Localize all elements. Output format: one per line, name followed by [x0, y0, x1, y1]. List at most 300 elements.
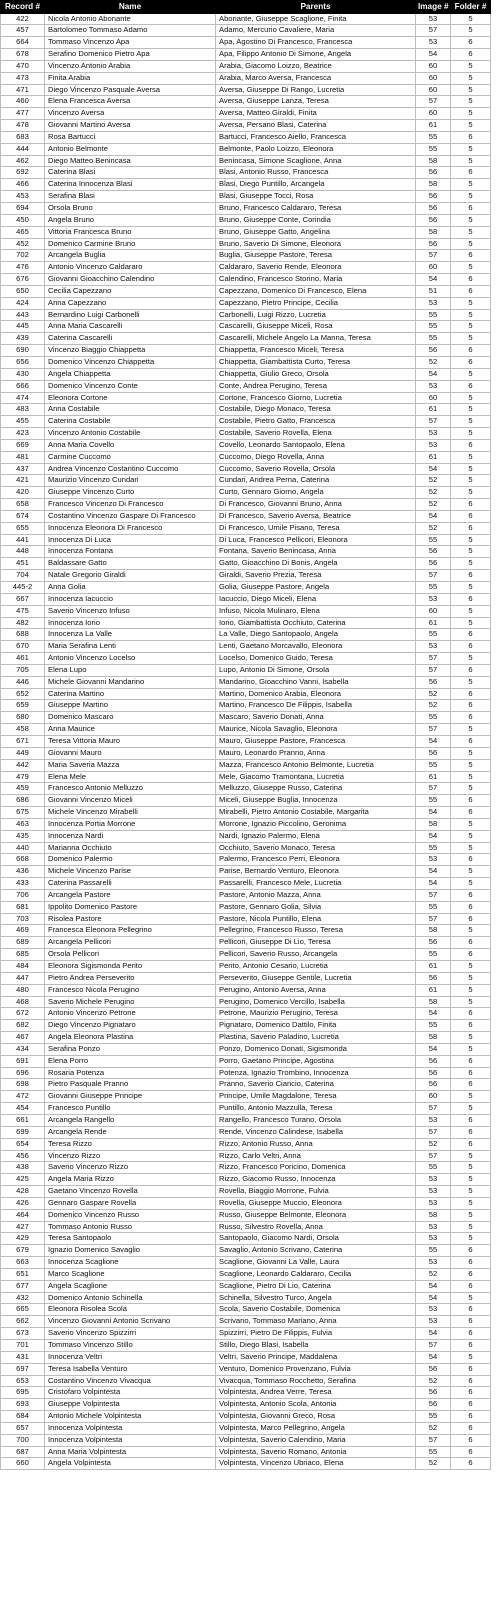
table-row[interactable]	[1, 1043, 491, 1055]
table-row[interactable]	[1, 1351, 491, 1363]
table-row[interactable]	[1, 1233, 491, 1245]
table-row[interactable]	[1, 937, 491, 949]
folder-cell: 5	[451, 676, 491, 688]
folder-cell: 6	[451, 499, 491, 511]
record-cell: 672	[1, 1008, 45, 1020]
table-row[interactable]	[1, 1079, 491, 1091]
table-row[interactable]	[1, 226, 491, 238]
record-cell: 461	[1, 653, 45, 665]
folder-cell: 6	[451, 1340, 491, 1352]
image-cell: 61	[416, 617, 451, 629]
name-cell: Cristofaro Volpintesta	[45, 1387, 216, 1399]
name-cell: Cecilia Capezzano	[45, 285, 216, 297]
parents-cell: Bruno, Giuseppe Gatto, Angelina	[216, 226, 416, 238]
parents-cell: Lenti, Gaetano Morcavallo, Eleonora	[216, 641, 416, 653]
table-row[interactable]	[1, 582, 491, 594]
record-cell: 425	[1, 1174, 45, 1186]
table-row[interactable]	[1, 842, 491, 854]
table-row[interactable]	[1, 522, 491, 534]
folder-cell: 5	[451, 546, 491, 558]
record-cell: 688	[1, 629, 45, 641]
table-row[interactable]	[1, 605, 491, 617]
image-cell: 56	[416, 937, 451, 949]
image-cell: 60	[416, 60, 451, 72]
table-row[interactable]	[1, 889, 491, 901]
name-cell: Bartolomeo Tommaso Adamo	[45, 25, 216, 37]
name-cell: Domenico Palermo	[45, 854, 216, 866]
folder-cell: 5	[451, 818, 491, 830]
parents-cell: Perugino, Domenico Vercillo, Isabella	[216, 996, 416, 1008]
record-cell: 448	[1, 546, 45, 558]
record-cell: 654	[1, 1138, 45, 1150]
name-cell: Caterina Costabile	[45, 416, 216, 428]
table-row[interactable]	[1, 1162, 491, 1174]
table-row[interactable]	[1, 1446, 491, 1458]
name-cell: Saverio Vincenzo Rizzo	[45, 1162, 216, 1174]
table-row[interactable]	[1, 866, 491, 878]
folder-cell: 6	[451, 901, 491, 913]
table-row[interactable]	[1, 1363, 491, 1375]
column-header-folder[interactable]: Folder #	[451, 1, 491, 14]
image-cell: 55	[416, 1411, 451, 1423]
folder-cell: 5	[451, 309, 491, 321]
table-row[interactable]	[1, 321, 491, 333]
image-cell: 52	[416, 356, 451, 368]
folder-cell: 5	[451, 1091, 491, 1103]
table-row[interactable]	[1, 167, 491, 179]
parents-cell: Santopaolo, Giacomo Nardi, Orsola	[216, 1233, 416, 1245]
table-row[interactable]	[1, 641, 491, 653]
image-cell: 55	[416, 309, 451, 321]
image-cell: 55	[416, 1020, 451, 1032]
table-row[interactable]	[1, 60, 491, 72]
table-row[interactable]	[1, 1434, 491, 1446]
name-cell: Baldassare Gatto	[45, 558, 216, 570]
image-cell: 58	[416, 818, 451, 830]
table-row[interactable]	[1, 593, 491, 605]
table-row[interactable]	[1, 309, 491, 321]
parents-cell: Pastore, Gennaro Golia, Silvia	[216, 901, 416, 913]
name-cell: Vincenzo Antonio Costabile	[45, 428, 216, 440]
parents-cell: Gatto, Gioacchino Di Bonis, Angela	[216, 558, 416, 570]
table-row[interactable]	[1, 37, 491, 49]
record-cell: 460	[1, 96, 45, 108]
table-row[interactable]	[1, 783, 491, 795]
name-cell: Vincenzo Antonio Arabia	[45, 60, 216, 72]
table-row[interactable]	[1, 392, 491, 404]
table-row[interactable]	[1, 451, 491, 463]
image-cell: 56	[416, 1067, 451, 1079]
column-header-name[interactable]: Name	[45, 1, 216, 14]
table-row[interactable]	[1, 333, 491, 345]
record-cell: 459	[1, 783, 45, 795]
table-row[interactable]	[1, 1411, 491, 1423]
table-row[interactable]	[1, 510, 491, 522]
record-cell: 679	[1, 1245, 45, 1257]
table-row[interactable]	[1, 1387, 491, 1399]
table-row[interactable]	[1, 13, 491, 25]
image-cell: 54	[416, 368, 451, 380]
table-row[interactable]	[1, 913, 491, 925]
folder-cell: 6	[451, 641, 491, 653]
image-cell: 56	[416, 238, 451, 250]
record-cell: 480	[1, 984, 45, 996]
folder-cell: 6	[451, 203, 491, 215]
name-cell: Angela Volpintesta	[45, 1458, 216, 1470]
table-row[interactable]	[1, 439, 491, 451]
table-row[interactable]	[1, 1008, 491, 1020]
image-cell: 60	[416, 262, 451, 274]
name-cell: Antonio Vincenzo Locelso	[45, 653, 216, 665]
table-row[interactable]	[1, 1209, 491, 1221]
folder-cell: 6	[451, 664, 491, 676]
image-cell: 57	[416, 250, 451, 262]
table-row[interactable]	[1, 795, 491, 807]
table-row[interactable]	[1, 1186, 491, 1198]
name-cell: Giovanni Martino Aversa	[45, 120, 216, 132]
image-cell: 54	[416, 49, 451, 61]
parents-cell: Aversa, Giuseppe Di Rango, Lucretia	[216, 84, 416, 96]
record-cell: 666	[1, 380, 45, 392]
folder-cell: 5	[451, 487, 491, 499]
image-cell: 53	[416, 380, 451, 392]
image-cell: 60	[416, 605, 451, 617]
image-cell: 54	[416, 866, 451, 878]
folder-cell: 5	[451, 297, 491, 309]
column-header-record[interactable]: Record #	[1, 1, 45, 14]
table-row[interactable]	[1, 131, 491, 143]
table-row[interactable]	[1, 84, 491, 96]
table-row[interactable]	[1, 1292, 491, 1304]
table-row[interactable]	[1, 546, 491, 558]
table-row[interactable]	[1, 475, 491, 487]
table-row[interactable]	[1, 96, 491, 108]
table-row[interactable]	[1, 1197, 491, 1209]
table-row[interactable]	[1, 191, 491, 203]
parents-cell: Passarelli, Francesco Mele, Lucretia	[216, 878, 416, 890]
table-row[interactable]	[1, 664, 491, 676]
name-cell: Antonio Vincenzo Caldararo	[45, 262, 216, 274]
parents-cell: Martino, Domenico Arabia, Eleonora	[216, 688, 416, 700]
image-cell: 52	[416, 1458, 451, 1470]
table-row[interactable]	[1, 463, 491, 475]
table-row[interactable]	[1, 1055, 491, 1067]
table-row[interactable]	[1, 356, 491, 368]
record-cell: 429	[1, 1233, 45, 1245]
table-row[interactable]	[1, 712, 491, 724]
folder-cell: 5	[451, 120, 491, 132]
image-cell: 52	[416, 1375, 451, 1387]
table-row[interactable]	[1, 1221, 491, 1233]
name-cell: Anna Maria Cascarelli	[45, 321, 216, 333]
table-row[interactable]	[1, 1245, 491, 1257]
parents-cell: Mandarino, Gioacchino Vanni, Isabella	[216, 676, 416, 688]
name-cell: Michele Giovanni Mandarino	[45, 676, 216, 688]
image-cell: 56	[416, 972, 451, 984]
table-row[interactable]	[1, 155, 491, 167]
folder-cell: 6	[451, 1363, 491, 1375]
table-row[interactable]	[1, 1020, 491, 1032]
parents-cell: Scrivano, Tommaso Mariano, Anna	[216, 1316, 416, 1328]
table-row[interactable]	[1, 1126, 491, 1138]
image-cell: 54	[416, 830, 451, 842]
table-row[interactable]	[1, 807, 491, 819]
record-cell: 655	[1, 522, 45, 534]
table-row[interactable]	[1, 262, 491, 274]
table-row[interactable]	[1, 961, 491, 973]
table-row[interactable]	[1, 1316, 491, 1328]
table-row[interactable]	[1, 676, 491, 688]
parents-cell: Pastore, Antonio Mazza, Anna	[216, 889, 416, 901]
name-cell: Maria Saveria Mazza	[45, 759, 216, 771]
table-row[interactable]	[1, 854, 491, 866]
table-row[interactable]	[1, 629, 491, 641]
image-cell: 53	[416, 297, 451, 309]
table-row[interactable]	[1, 345, 491, 357]
image-cell: 55	[416, 1245, 451, 1257]
parents-cell: Covello, Leonardo Santopaolo, Elena	[216, 439, 416, 451]
record-cell: 456	[1, 1150, 45, 1162]
folder-cell: 5	[451, 605, 491, 617]
table-row[interactable]	[1, 1375, 491, 1387]
name-cell: Finita Arabia	[45, 72, 216, 84]
table-row[interactable]	[1, 700, 491, 712]
table-row[interactable]	[1, 1458, 491, 1470]
folder-cell: 5	[451, 463, 491, 475]
table-row[interactable]	[1, 688, 491, 700]
parents-cell: Rizzo, Carlo Veltri, Anna	[216, 1150, 416, 1162]
folder-cell: 5	[451, 961, 491, 973]
name-cell: Teresa Santopaolo	[45, 1233, 216, 1245]
table-row[interactable]	[1, 297, 491, 309]
folder-cell: 6	[451, 1446, 491, 1458]
record-cell: 660	[1, 1458, 45, 1470]
folder-cell: 5	[451, 1221, 491, 1233]
folder-cell: 6	[451, 1375, 491, 1387]
parents-cell: Cortone, Francesco Giorno, Lucretia	[216, 392, 416, 404]
table-row[interactable]	[1, 380, 491, 392]
record-cell: 447	[1, 972, 45, 984]
table-row[interactable]	[1, 487, 491, 499]
table-row[interactable]	[1, 771, 491, 783]
folder-cell: 6	[451, 629, 491, 641]
name-cell: Francesco Puntillo	[45, 1103, 216, 1115]
record-cell: 698	[1, 1079, 45, 1091]
image-cell: 53	[416, 854, 451, 866]
table-row[interactable]	[1, 1340, 491, 1352]
parents-cell: Nardi, Ignazio Palermo, Elena	[216, 830, 416, 842]
record-cell: 701	[1, 1340, 45, 1352]
table-row[interactable]	[1, 368, 491, 380]
table-row[interactable]	[1, 925, 491, 937]
table-row[interactable]	[1, 617, 491, 629]
name-cell: Michele Vincenzo Mirabelli	[45, 807, 216, 819]
table-row[interactable]	[1, 653, 491, 665]
folder-cell: 6	[451, 1387, 491, 1399]
table-row[interactable]	[1, 1150, 491, 1162]
column-header-image[interactable]: Image #	[416, 1, 451, 14]
table-row[interactable]	[1, 724, 491, 736]
table-row[interactable]	[1, 1067, 491, 1079]
table-row[interactable]	[1, 179, 491, 191]
table-row[interactable]	[1, 735, 491, 747]
name-cell: Arcangela Buglia	[45, 250, 216, 262]
table-row[interactable]	[1, 1032, 491, 1044]
table-row[interactable]	[1, 1422, 491, 1434]
image-cell: 54	[416, 1008, 451, 1020]
parents-cell: Morrone, Ignazio Piccolino, Geronima	[216, 818, 416, 830]
table-row[interactable]	[1, 1328, 491, 1340]
table-row[interactable]	[1, 830, 491, 842]
table-row[interactable]	[1, 949, 491, 961]
table-row[interactable]	[1, 878, 491, 890]
parents-cell: Mascaro, Saverio Donati, Anna	[216, 712, 416, 724]
image-cell: 55	[416, 949, 451, 961]
record-cell: 471	[1, 84, 45, 96]
table-row[interactable]	[1, 285, 491, 297]
record-cell: 454	[1, 1103, 45, 1115]
parents-cell: Aversa, Matteo Giraldi, Finita	[216, 108, 416, 120]
record-cell: 673	[1, 1328, 45, 1340]
table-row[interactable]	[1, 25, 491, 37]
parents-cell: Scaglione, Leonardo Caldararo, Cecilia	[216, 1268, 416, 1280]
image-cell: 54	[416, 274, 451, 286]
parents-cell: Volpintesta, Marco Pellegrino, Angela	[216, 1422, 416, 1434]
folder-cell: 5	[451, 60, 491, 72]
parents-cell: Di Luca, Francesco Pellicori, Eleonora	[216, 534, 416, 546]
folder-cell: 5	[451, 1103, 491, 1115]
name-cell: Elena Porro	[45, 1055, 216, 1067]
name-cell: Antonio Belmonte	[45, 143, 216, 155]
table-row[interactable]	[1, 534, 491, 546]
record-cell: 670	[1, 641, 45, 653]
parents-cell: Volpintesta, Saverio Calendino, Maria	[216, 1434, 416, 1446]
table-row[interactable]	[1, 238, 491, 250]
table-row[interactable]	[1, 1174, 491, 1186]
name-cell: Anna Maria Volpintesta	[45, 1446, 216, 1458]
image-cell: 53	[416, 1304, 451, 1316]
table-row[interactable]	[1, 972, 491, 984]
table-row[interactable]	[1, 499, 491, 511]
parents-cell: Golia, Giuseppe Pastore, Angela	[216, 582, 416, 594]
table-row[interactable]	[1, 416, 491, 428]
record-cell: 685	[1, 949, 45, 961]
record-cell: 441	[1, 534, 45, 546]
parents-cell: Perito, Antonio Cesario, Lucretia	[216, 961, 416, 973]
folder-cell: 6	[451, 285, 491, 297]
name-cell: Anna Maurice	[45, 724, 216, 736]
record-cell: 694	[1, 203, 45, 215]
image-cell: 52	[416, 1422, 451, 1434]
folder-cell: 6	[451, 1411, 491, 1423]
record-cell: 665	[1, 1304, 45, 1316]
table-row[interactable]	[1, 996, 491, 1008]
table-row[interactable]	[1, 759, 491, 771]
table-row[interactable]	[1, 250, 491, 262]
table-row[interactable]	[1, 203, 491, 215]
name-cell: Giovanni Vincenzo Miceli	[45, 795, 216, 807]
parents-cell: Rizzo, Francesco Poricino, Domenica	[216, 1162, 416, 1174]
table-row[interactable]	[1, 1280, 491, 1292]
table-row[interactable]	[1, 747, 491, 759]
folder-cell: 6	[451, 1316, 491, 1328]
table-row[interactable]	[1, 108, 491, 120]
parents-cell: Capezzano, Domenico Di Francesco, Elena	[216, 285, 416, 297]
record-cell: 467	[1, 1032, 45, 1044]
table-row[interactable]	[1, 1138, 491, 1150]
table-row[interactable]	[1, 214, 491, 226]
table-row[interactable]	[1, 120, 491, 132]
parents-cell: Plastina, Saverio Paladino, Lucretia	[216, 1032, 416, 1044]
record-cell: 442	[1, 759, 45, 771]
folder-cell: 6	[451, 356, 491, 368]
table-row[interactable]	[1, 1304, 491, 1316]
name-cell: Maria Serafina Lenti	[45, 641, 216, 653]
name-cell: Innocenza Di Luca	[45, 534, 216, 546]
folder-cell: 5	[451, 333, 491, 345]
table-row[interactable]	[1, 570, 491, 582]
table-row[interactable]	[1, 984, 491, 996]
table-row[interactable]	[1, 49, 491, 61]
name-cell: Pietro Andrea Perseverito	[45, 972, 216, 984]
folder-cell: 6	[451, 593, 491, 605]
record-cell: 690	[1, 345, 45, 357]
table-row[interactable]	[1, 818, 491, 830]
parents-cell: Porro, Gaetano Principe, Agostina	[216, 1055, 416, 1067]
image-cell: 57	[416, 570, 451, 582]
image-cell: 53	[416, 1221, 451, 1233]
table-row[interactable]	[1, 72, 491, 84]
table-row[interactable]	[1, 428, 491, 440]
image-cell: 61	[416, 961, 451, 973]
table-row[interactable]	[1, 1091, 491, 1103]
folder-cell: 5	[451, 617, 491, 629]
parents-cell: Cascarelli, Michele Angelo La Manna, Teresa	[216, 333, 416, 345]
table-row[interactable]	[1, 143, 491, 155]
parents-cell: Principe, Umile Magdalone, Teresa	[216, 1091, 416, 1103]
folder-cell: 6	[451, 937, 491, 949]
folder-cell: 6	[451, 1434, 491, 1446]
table-row[interactable]	[1, 404, 491, 416]
record-cell: 464	[1, 1209, 45, 1221]
table-row[interactable]	[1, 1399, 491, 1411]
name-cell: Serafina Blasi	[45, 191, 216, 203]
name-cell: Elena Francesca Aversa	[45, 96, 216, 108]
parents-cell: Veltri, Saverio Principe, Maddalena	[216, 1351, 416, 1363]
parents-cell: Mele, Giacomo Tramontana, Lucretia	[216, 771, 416, 783]
parents-cell: Russo, Silvestro Rovella, Anna	[216, 1221, 416, 1233]
table-row[interactable]	[1, 901, 491, 913]
image-cell: 57	[416, 96, 451, 108]
record-cell: 470	[1, 60, 45, 72]
folder-cell: 5	[451, 475, 491, 487]
table-row[interactable]	[1, 1114, 491, 1126]
image-cell: 52	[416, 487, 451, 499]
parents-cell: Costabile, Pietro Gatto, Francesca	[216, 416, 416, 428]
table-row[interactable]	[1, 1257, 491, 1269]
table-row[interactable]	[1, 274, 491, 286]
name-cell: Arcangela Pellicori	[45, 937, 216, 949]
image-cell: 54	[416, 1328, 451, 1340]
table-row[interactable]	[1, 1103, 491, 1115]
record-cell: 656	[1, 356, 45, 368]
folder-cell: 6	[451, 807, 491, 819]
folder-cell: 5	[451, 842, 491, 854]
table-row[interactable]	[1, 1268, 491, 1280]
column-header-parents[interactable]: Parents	[216, 1, 416, 14]
parents-cell: Arabia, Giacomo Loizzo, Beatrice	[216, 60, 416, 72]
table-row[interactable]	[1, 558, 491, 570]
